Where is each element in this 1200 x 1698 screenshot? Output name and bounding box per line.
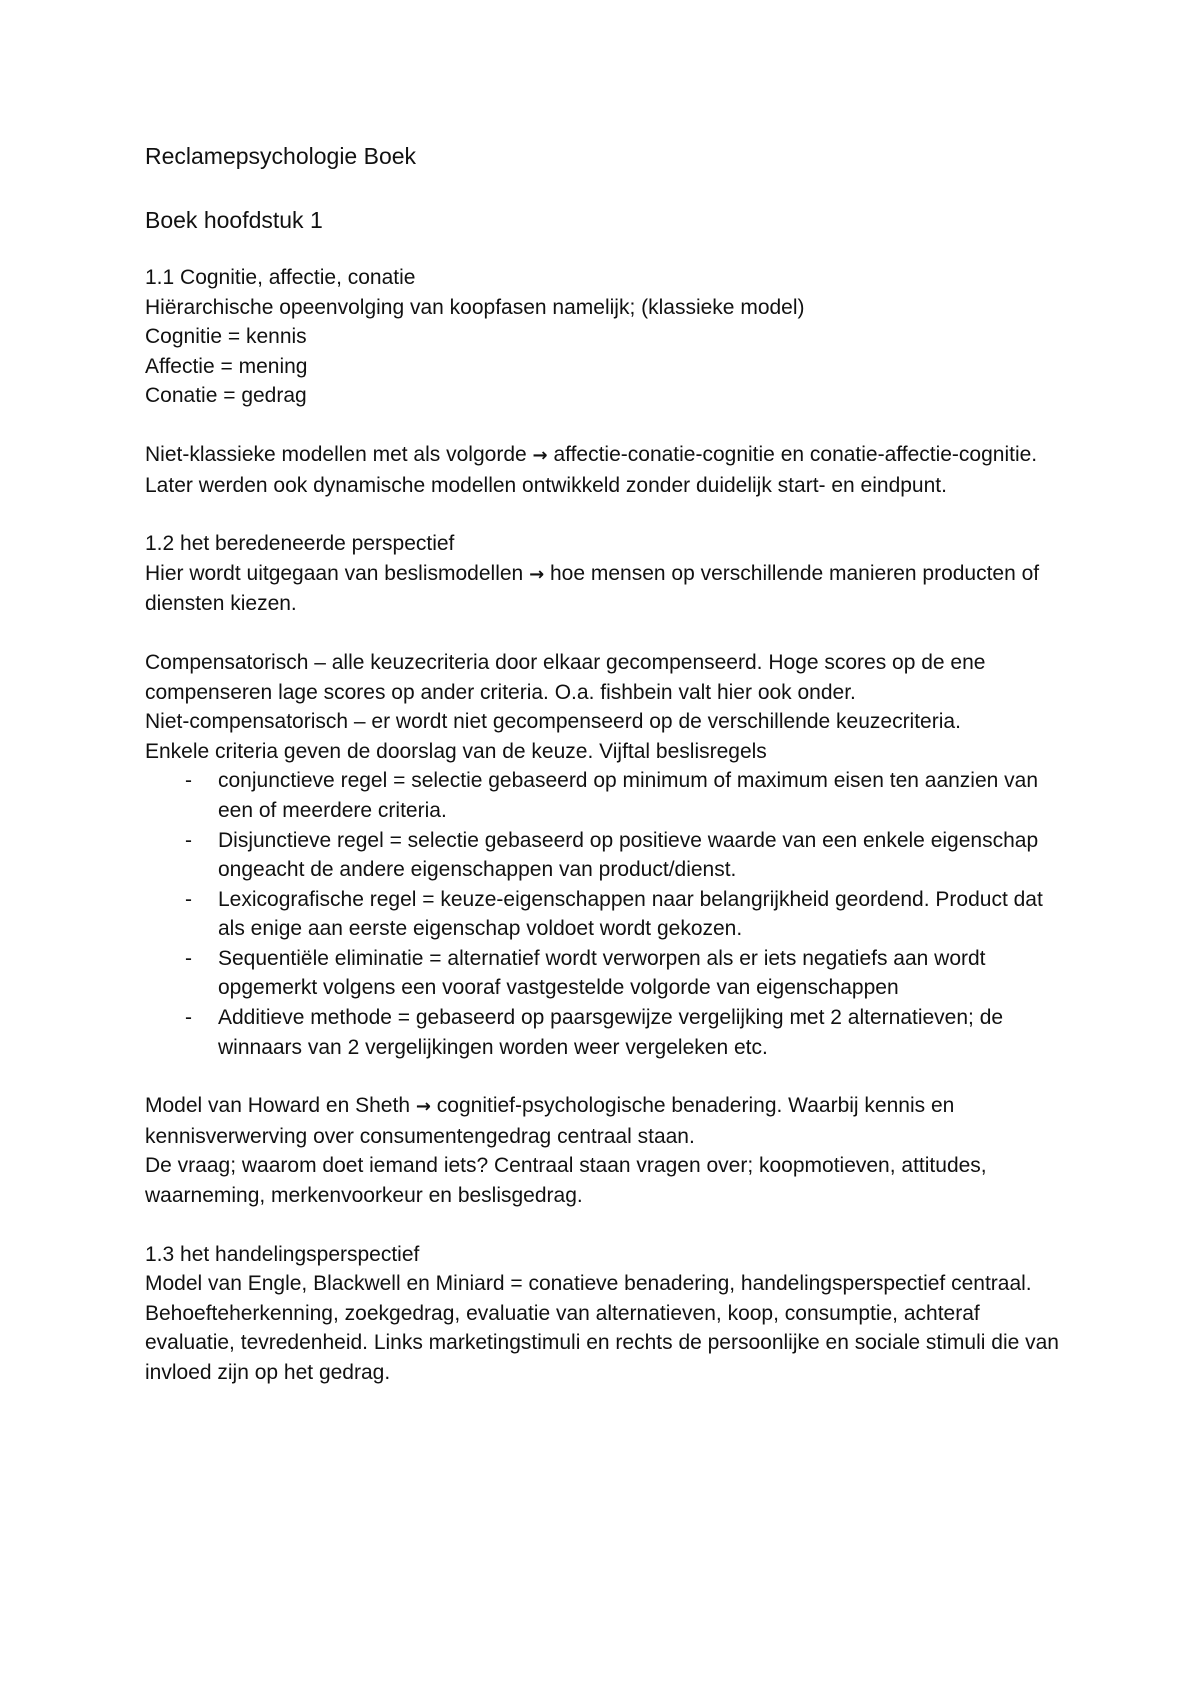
dash-bullet: - [185,887,192,911]
paragraph-text: affectie-conatie-cognitie en conatie-affectie-cognitie. [553,442,1038,466]
spacer [145,1211,1075,1240]
section-1-1 [145,263,1075,500]
paragraph-text: hoe mensen op verschillende manieren producten of diensten kiezen. [145,561,1040,616]
decision-rules-list [145,766,1075,1062]
compensatory-paragraph: Compensatorisch – alle keuzecriteria door elkaar gecompenseerd. Hoge scores op de ene compenseren lage scores op ander criteria. O.a. fishbein valt hier ook onder. [145,650,986,704]
spacer [145,411,1075,440]
nonclassic-models-paragraph [145,440,1075,471]
list-item-text: Lexicografische regel = keuze-eigenschappen naar belangrijkheid geordend. Product dat als enige aan eerste eigenschap voldoet wordt gekozen. [218,887,1043,941]
spacer [145,619,1075,648]
paragraph-line: Cognitie = kennis [145,325,307,349]
paragraph: Later werden ook dynamische modellen ontwikkeld zonder duidelijk start- en eindpunt. [145,473,947,497]
paragraph-text: Hier wordt uitgegaan van beslismodellen [145,561,524,585]
list-item-text: Additieve methode = gebaseerd op paarsgewijze vergelijking met 2 alternatieven; de winnaars van 2 vergelijkingen worden weer vergeleken etc. [218,1006,1004,1059]
dash-bullet: - [185,1006,192,1030]
list-item [145,826,1075,885]
paragraph-line: Affectie = mening [145,354,308,378]
dash-bullet: - [185,769,192,793]
chapter-heading: Boek hoofdstuk 1 [145,207,323,233]
section-1-2 [145,529,1075,1210]
list-item [145,944,1075,1003]
paragraph-line: Conatie = gedrag [145,384,307,408]
section-1-3 [145,1240,1075,1388]
arrow-right-icon: → [532,444,548,466]
non-compensatory-paragraph: Niet-compensatorisch – er wordt niet gecompenseerd op de verschillende keuzecriteria. [145,710,961,734]
list-item [145,885,1075,944]
document-title: Reclamepsychologie Boek [145,143,417,169]
spacer [145,500,1075,529]
arrow-right-icon: → [415,1096,431,1118]
spacer [145,1062,1075,1091]
paragraph-text: Niet-klassieke modellen met als volgorde [145,442,527,466]
spacer [145,236,1075,263]
dash-bullet: - [185,828,192,852]
decision-rules-intro: Enkele criteria geven de doorslag van de keuze. Vijftal beslisregels [145,739,767,763]
howard-sheth-paragraph [145,1091,1075,1151]
paragraph-line: Hiërarchische opeenvolging van koopfasen namelijk; (klassieke model) [145,295,805,319]
paragraph-text: Model van Howard en Sheth [145,1094,410,1118]
list-item-text: Sequentiële eliminatie = alternatief wordt verworpen als er iets negatiefs aan wordt opgemerkt volgens een vooraf vastgestelde volgorde van eigenschappen [218,946,986,1000]
section-heading: 1.1 Cognitie, affectie, conatie [145,266,416,289]
spacer [145,172,1075,204]
section-heading: 1.3 het handelingsperspectief [145,1242,420,1266]
question-paragraph: De vraag; waarom doet iemand iets? Centraal staan vragen over; koopmotieven, attitudes, waarneming, merkenvoorkeur en beslisgedrag. [145,1154,987,1208]
document-page [145,140,1075,1388]
list-item [145,766,1075,825]
arrow-right-icon: → [529,563,545,585]
engle-blackwell-miniard-paragraph: Model van Engle, Blackwell en Miniard = conatieve benadering, handelingsperspectief centraal. Behoefteherkenning, zoekgedrag, evaluatie van alternatieven, koop, consumptie, achteraf evaluatie, tevredenheid. Links marketingstimuli en rechts de persoonlijke en sociale stimuli die van invloed zijn op het gedrag. [145,1272,1059,1384]
dash-bullet: - [185,946,192,970]
list-item-text: Disjunctieve regel = selectie gebaseerd op positieve waarde van een enkele eigenschap ongeacht de andere eigenschappen van product/dienst. [218,828,1039,882]
section-heading: 1.2 het beredeneerde perspectief [145,532,455,556]
list-item-text: conjunctieve regel = selectie gebaseerd op minimum of maximum eisen ten aanzien van een of meerdere criteria. [218,769,1039,822]
decision-models-paragraph [145,559,1075,619]
list-item [145,1003,1075,1062]
paragraph-text: cognitief-psychologische benadering. Waarbij kennis en kennisverwerving over consumentengedrag centraal staan. [145,1094,955,1148]
